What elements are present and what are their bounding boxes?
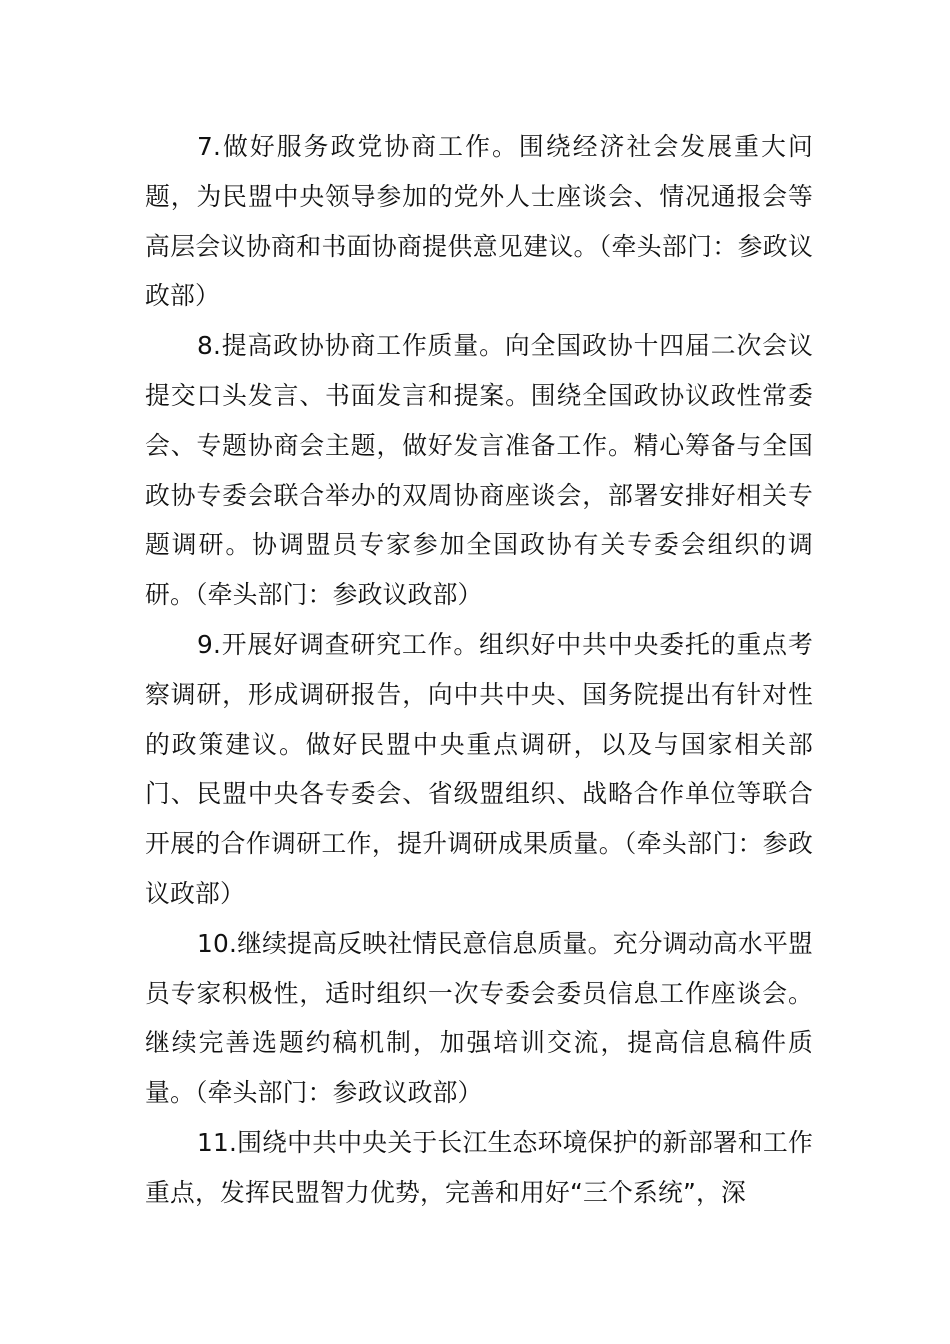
paragraph-item-10: 10.继续提高反映社情民意信息质量。充分调动高水平盟员专家积极性，适时组织一次专委会委员信息工作座谈会。继续完善选题约稿机制，加强培训交流，提高信息稿件质量。（牵头部门：参政议政部） <box>145 928 813 1108</box>
paragraph-item-8: 8.提高政协协商工作质量。向全国政协十四届二次会议提交口头发言、书面发言和提案。围绕全国政协议政性常委会、专题协商会主题，做好发言准备工作。精心筹备与全国政协专委会联合举办的双周协商座谈会，部署安排好相关专题调研。协调盟员专家参加全国政协有关专委会组织的调研。（牵头部门：参政议政部） <box>145 331 813 610</box>
document-body <box>145 122 813 1218</box>
paragraph-item-9: 9.开展好调查研究工作。组织好中共中央委托的重点考察调研，形成调研报告，向中共中央、国务院提出有针对性的政策建议。做好民盟中央重点调研，以及与国家相关部门、民盟中央各专委会、省级盟组织、战略合作单位等联合开展的合作调研工作，提升调研成果质量。（牵头部门：参政议政部） <box>145 629 813 908</box>
paragraph-item-7: 7.做好服务政党协商工作。围绕经济社会发展重大问题，为民盟中央领导参加的党外人士座谈会、情况通报会等高层会议协商和书面协商提供意见建议。（牵头部门：参政议政部） <box>145 132 813 311</box>
paragraph-item-11: 11.围绕中共中央关于长江生态环境保护的新部署和工作重点，发挥民盟智力优势，完善和用好“三个系统”，深 <box>145 1127 813 1207</box>
